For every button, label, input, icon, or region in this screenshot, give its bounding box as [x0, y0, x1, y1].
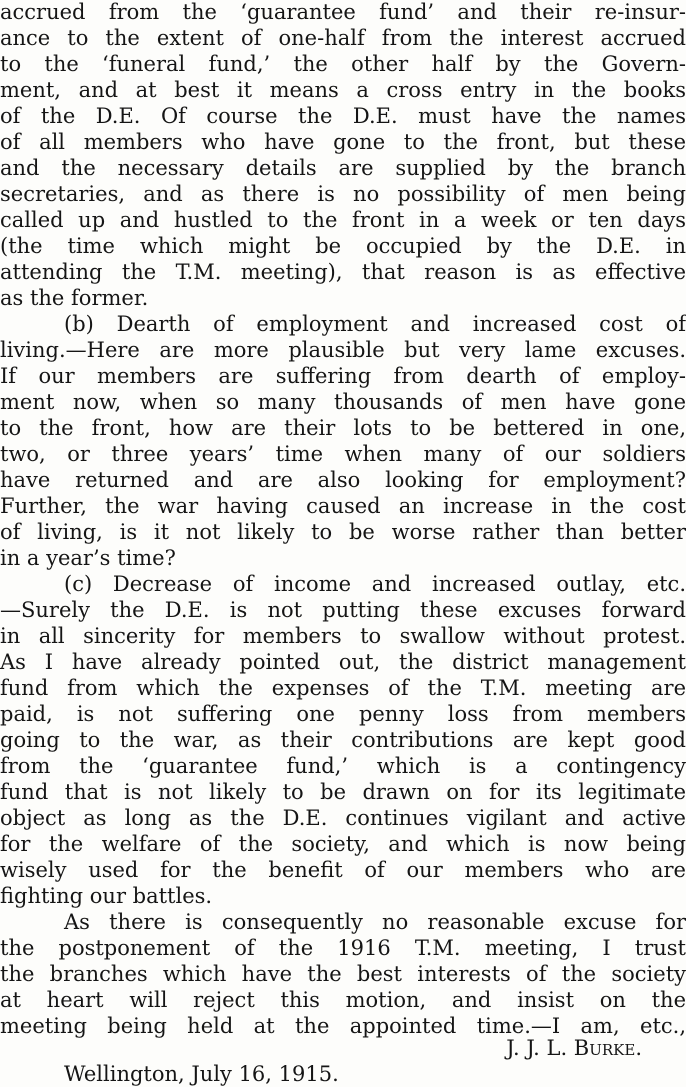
text-line: going to the war, as their contributions are kept good: [0, 728, 686, 752]
signature-text: J. J. L. Burke.: [506, 1036, 642, 1060]
text-line: As there is consequently no reasonable excuse for: [64, 910, 686, 934]
text-line: to the ‘funeral fund,’ the other half by the Govern-: [0, 52, 686, 76]
text-line: object as long as the D.E. continues vigilant and active: [0, 806, 686, 830]
text-line: Further, the war having caused an increase in the cost: [0, 494, 686, 518]
text-line: (the time which might be occupied by the D.E. in: [0, 234, 686, 258]
text-line: two, or three years’ time when many of our soldiers: [0, 442, 686, 466]
text-line: of living, is it not likely to be worse rather than better: [0, 520, 686, 544]
text-line: living.—Here are more plausible but very lame excuses.: [0, 338, 686, 362]
text-line: attending the T.M. meeting), that reason is as effective: [0, 260, 686, 284]
text-line: As I have already pointed out, the district management: [0, 650, 686, 674]
text-line: (c) Decrease of income and increased outlay, etc.: [64, 572, 686, 596]
text-line: the postponement of the 1916 T.M. meeting, I trust: [0, 936, 686, 960]
text-line: in a year’s time?: [0, 546, 176, 570]
text-line: fund from which the expenses of the T.M. meeting are: [0, 676, 686, 700]
text-line: for the welfare of the society, and which is now being: [0, 832, 686, 856]
text-line: fund that is not likely to be drawn on for its legitimate: [0, 780, 686, 804]
text-line: as the former.: [0, 286, 149, 310]
text-line: ance to the extent of one-half from the interest accrued: [0, 26, 686, 50]
text-line: the branches which have the best interests of the society: [0, 962, 686, 986]
text-line: of the D.E. Of course the D.E. must have the names: [0, 104, 686, 128]
text-line: at heart will reject this motion, and insist on the: [0, 988, 686, 1012]
text-line: of all members who have gone to the front, but these: [0, 130, 686, 154]
text-line: paid, is not suffering one penny loss from members: [0, 702, 686, 726]
text-line: secretaries, and as there is no possibility of men being: [0, 182, 686, 206]
text-line: from the ‘guarantee fund,’ which is a contingency: [0, 754, 686, 778]
text-line: (b) Dearth of employment and increased cost of: [64, 312, 686, 336]
text-line: If our members are suffering from dearth of employ-: [0, 364, 686, 388]
text-line: in all sincerity for members to swallow without protest.: [0, 624, 686, 648]
text-line: meeting being held at the appointed time.—I am, etc.,: [0, 1014, 686, 1038]
text-line: accrued from the ‘guarantee fund’ and their re-insur-: [0, 0, 686, 24]
text-line: ment, and at best it means a cross entry in the books: [0, 78, 686, 102]
text-line: ment now, when so many thousands of men have gone: [0, 390, 686, 414]
dateline: Wellington, July 16, 1915.: [64, 1062, 339, 1086]
text-line: called up and hustled to the front in a week or ten days: [0, 208, 686, 232]
text-line: have returned and are also looking for employment?: [0, 468, 686, 492]
text-line: to the front, how are their lots to be bettered in one,: [0, 416, 686, 440]
text-line: —Surely the D.E. is not putting these excuses forward: [0, 598, 686, 622]
text-line: fighting our battles.: [0, 884, 213, 908]
text-line: and the necessary details are supplied by the branch: [0, 156, 686, 180]
text-line: wisely used for the benefit of our members who are: [0, 858, 686, 882]
signature: [0, 1036, 686, 1061]
